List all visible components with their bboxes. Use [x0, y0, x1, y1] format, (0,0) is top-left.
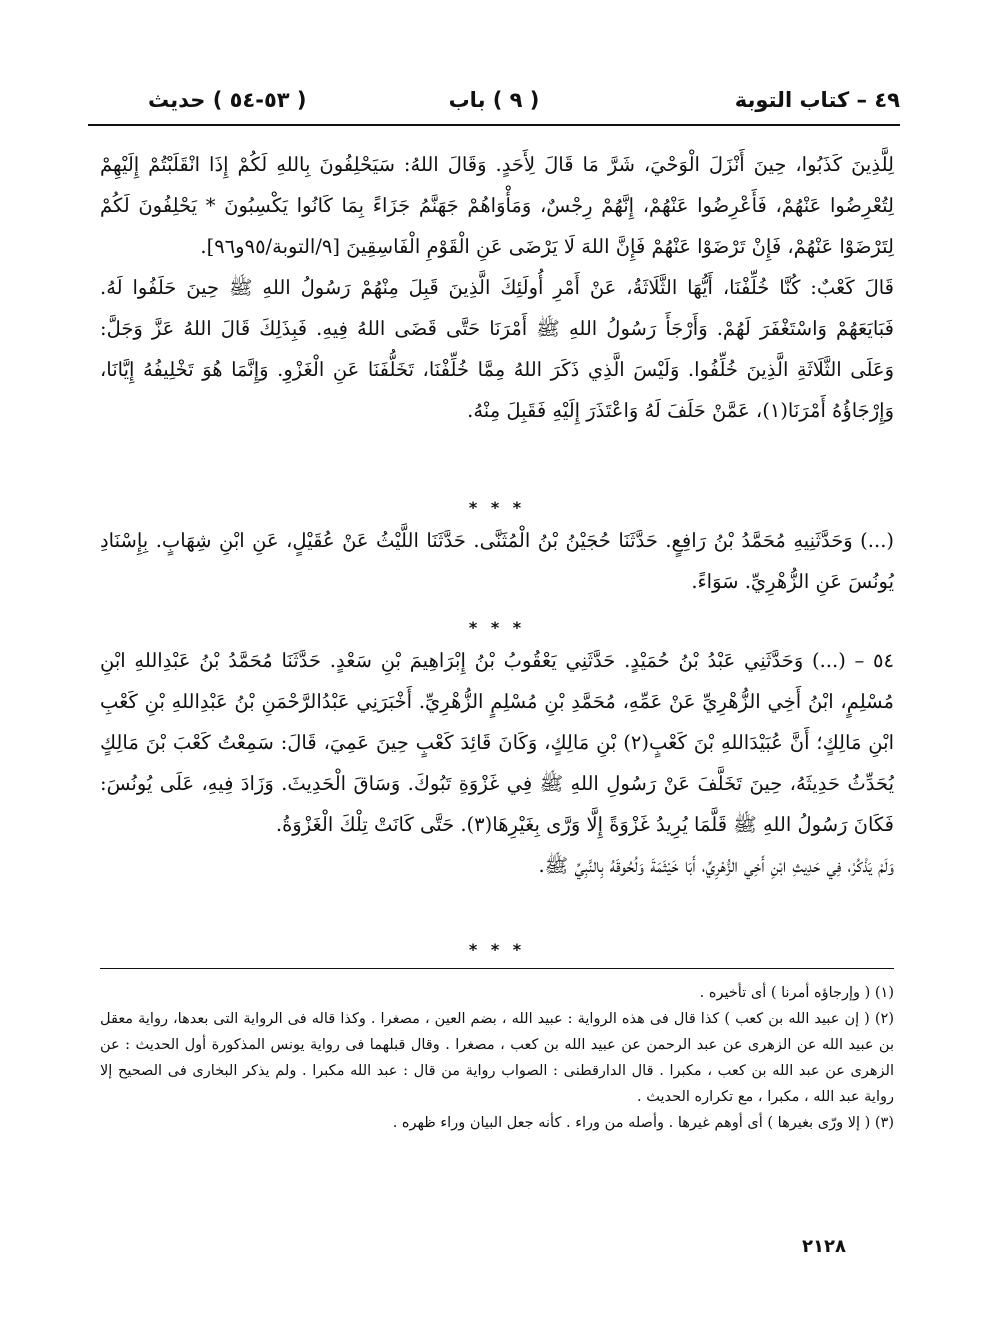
separator-asterisks: * * *: [468, 940, 526, 959]
page-number: ٢١٢٨: [802, 1236, 846, 1257]
paragraph-quran-verse: لِلَّذِينَ كَذَبُوا، حِينَ أَنْزَلَ الْوَحْيَ، شَرَّ مَا قَالَ لِأَحَدٍ. وَقَالَ اللهُ: سَيَحْلِفُونَ بِاللهِ لَكُمْ إِذَا انْقَلَبْتُمْ إِلَيْهِمْ لِتُعْرِضُوا عَنْهُمْ، فَأَعْرِضُوا عَنْهُمْ، إِنَّهُمْ رِجْسٌ، وَمَأْوَاهُمْ جَهَنَّمُ جَزَاءً بِمَا كَانُوا يَكْسِبُونَ * يَحْلِفُونَ لَكُمْ لِتَرْضَوْا عَنْهُمْ، فَإِنْ تَرْضَوْا عَنْهُمْ فَإِنَّ اللهَ لَا يَرْضَى عَنِ الْقَوْمِ الْفَاسِقِينَ [٩/التوبة/٩٥و٩٦].: [100, 153, 894, 258]
footnote-1: (١) ( وإرجاؤه أمرنا ) أى تأخيره .: [699, 985, 894, 1001]
text-block-2: [100, 520, 894, 602]
paragraph-hadith-54: ٥٤ – (...) وَحَدَّثَنِي عَبْدُ بْنُ حُمَيْدٍ. حَدَّثَنِي يَعْقُوبُ بْنُ إِبْرَاهِيمَ بْنِ سَعْدٍ. حَدَّثَنَا مُحَمَّدُ بْنُ عَبْدِاللهِ ابْنِ مُسْلِمٍ، ابْنُ أَخِي الزُّهْرِيِّ عَنْ عَمِّهِ، مُحَمَّدِ بْنِ مُسْلِمٍ الزُّهْرِيِّ. أَخْبَرَنِي عَبْدُالرَّحْمَنِ بْنُ عَبْدِاللهِ بْنِ كَعْبِ ابْنِ مَالِكٍ؛ أَنَّ عُبَيْدَاللهِ بْنَ كَعْبٍ(٢) بْنِ مَالِكٍ، وَكَانَ قَائِدَ كَعْبٍ حِينَ عَمِيَ، قَالَ: سَمِعْتُ كَعْبَ بْنَ مَالِكٍ يُحَدِّثُ حَدِيثَهُ، حِينَ تَخَلَّفَ عَنْ رَسُولِ اللهِ ﷺ فِي غَزْوَةِ تَبُوكَ. وَسَاقَ الْحَدِيثَ. وَزَادَ فِيهِ، عَلَى يُونُسَ: فَكَانَ رَسُولُ اللهِ ﷺ قَلَّمَا يُرِيدُ غَزْوَةً إِلَّا وَرَّى بِغَيْرِهَا(٣). حَتَّى كَانَتْ تِلْكَ الْغَزْوَةُ.: [100, 649, 894, 836]
separator-asterisks: * * *: [468, 498, 526, 517]
header-book-title: ٤٩ – كتاب التوبة: [734, 88, 900, 112]
text-block-3: [100, 640, 894, 886]
footnote-3: (٣) ( إلا ورّى بغيرها ) أى أوهم غيرها . وأصله من وراء . كأنه جعل البيان وراء ظهره .: [392, 1115, 894, 1131]
running-header: [88, 88, 900, 124]
header-hadith-range: ( ٥٣-٥٤ ) حديث: [148, 88, 307, 112]
footnote-rule: [100, 968, 894, 969]
text-block-1: [100, 144, 894, 431]
paragraph-kaab-statement: قَالَ كَعْبٌ: كُنَّا خُلِّفْنَا، أَيُّهَا الثَّلَاثَةُ، عَنْ أَمْرِ أُولَئِكَ الَّذِينَ قَبِلَ مِنْهُمْ رَسُولُ اللهِ ﷺ حِينَ حَلَفُوا لَهُ. فَبَايَعَهُمْ وَاسْتَغْفَرَ لَهُمْ. وَأَرْجَأَ رَسُولُ اللهِ ﷺ أَمْرَنَا حَتَّى قَضَى اللهُ فِيهِ. فَبِذَلِكَ قَالَ اللهُ عَزَّ وَجَلَّ: وَعَلَى الثَّلَاثَةِ الَّذِينَ خُلِّفُوا. وَلَيْسَ الَّذِي ذَكَرَ اللهُ مِمَّا خُلِّفْنَا، تَخَلُّفَنَا عَنِ الْغَزْوِ. وَإِنَّمَا هُوَ تَخْلِيفُهُ إِيَّانَا، وَإِرْجَاؤُهُ أَمْرَنَا(١)، عَمَّنْ حَلَفَ لَهُ وَاعْتَذَرَ إِلَيْهِ فَقَبِلَ مِنْهُ.: [100, 276, 894, 422]
header-chapter: ( ٩ ) باب: [448, 88, 540, 112]
footnotes: [100, 980, 894, 1136]
footnote-2: (٢) ( إن عبيد الله بن كعب ) كذا قال فى هذه الرواية : عبيد الله ، بضم العين ، مصغرا . وكذا قاله فى الرواية التى بعدها، رواية معقل بن عبيد الله عن الزهرى عن عبد الرحمن عن عبيد الله بن كعب ، مصغرا . وقال قبلهما فى رواية يونس المذكورة أول الحديث : عن الزهرى عن عبد الله بن كعب ، مكبرا . قال الدارقطنى : الصواب رواية من قال : عبد الله مكبرا . ولم يذكر البخارى فى الصحيح إلا رواية عبد الله ، مكبرا ، مع تكراره الحديث .: [100, 1011, 894, 1105]
separator-asterisks: * * *: [468, 618, 526, 637]
header-rule: [88, 124, 900, 126]
paragraph-isnad-ibn-rafi: (...) وَحَدَّثَنِيهِ مُحَمَّدُ بْنُ رَافِعٍ. حَدَّثَنَا حُجَيْنُ بْنُ الْمُثَنَّى. حَدَّثَنَا اللَّيْثُ عَنْ عُقَيْلٍ، عَنِ ابْنِ شِهَابٍ. بِإِسْنَادِ يُونُسَ عَنِ الزُّهْرِيِّ. سَوَاءً.: [100, 529, 894, 593]
paragraph-abu-khaythama: وَلَمْ يَذْكُرْ، فِي حَدِيثِ ابْنِ أَخِي الزُّهْرِيِّ، أَبَا خَيْثَمَةَ وَلُحُوقَهُ بِالنَّبِيِّ ﷺ.: [538, 854, 894, 877]
